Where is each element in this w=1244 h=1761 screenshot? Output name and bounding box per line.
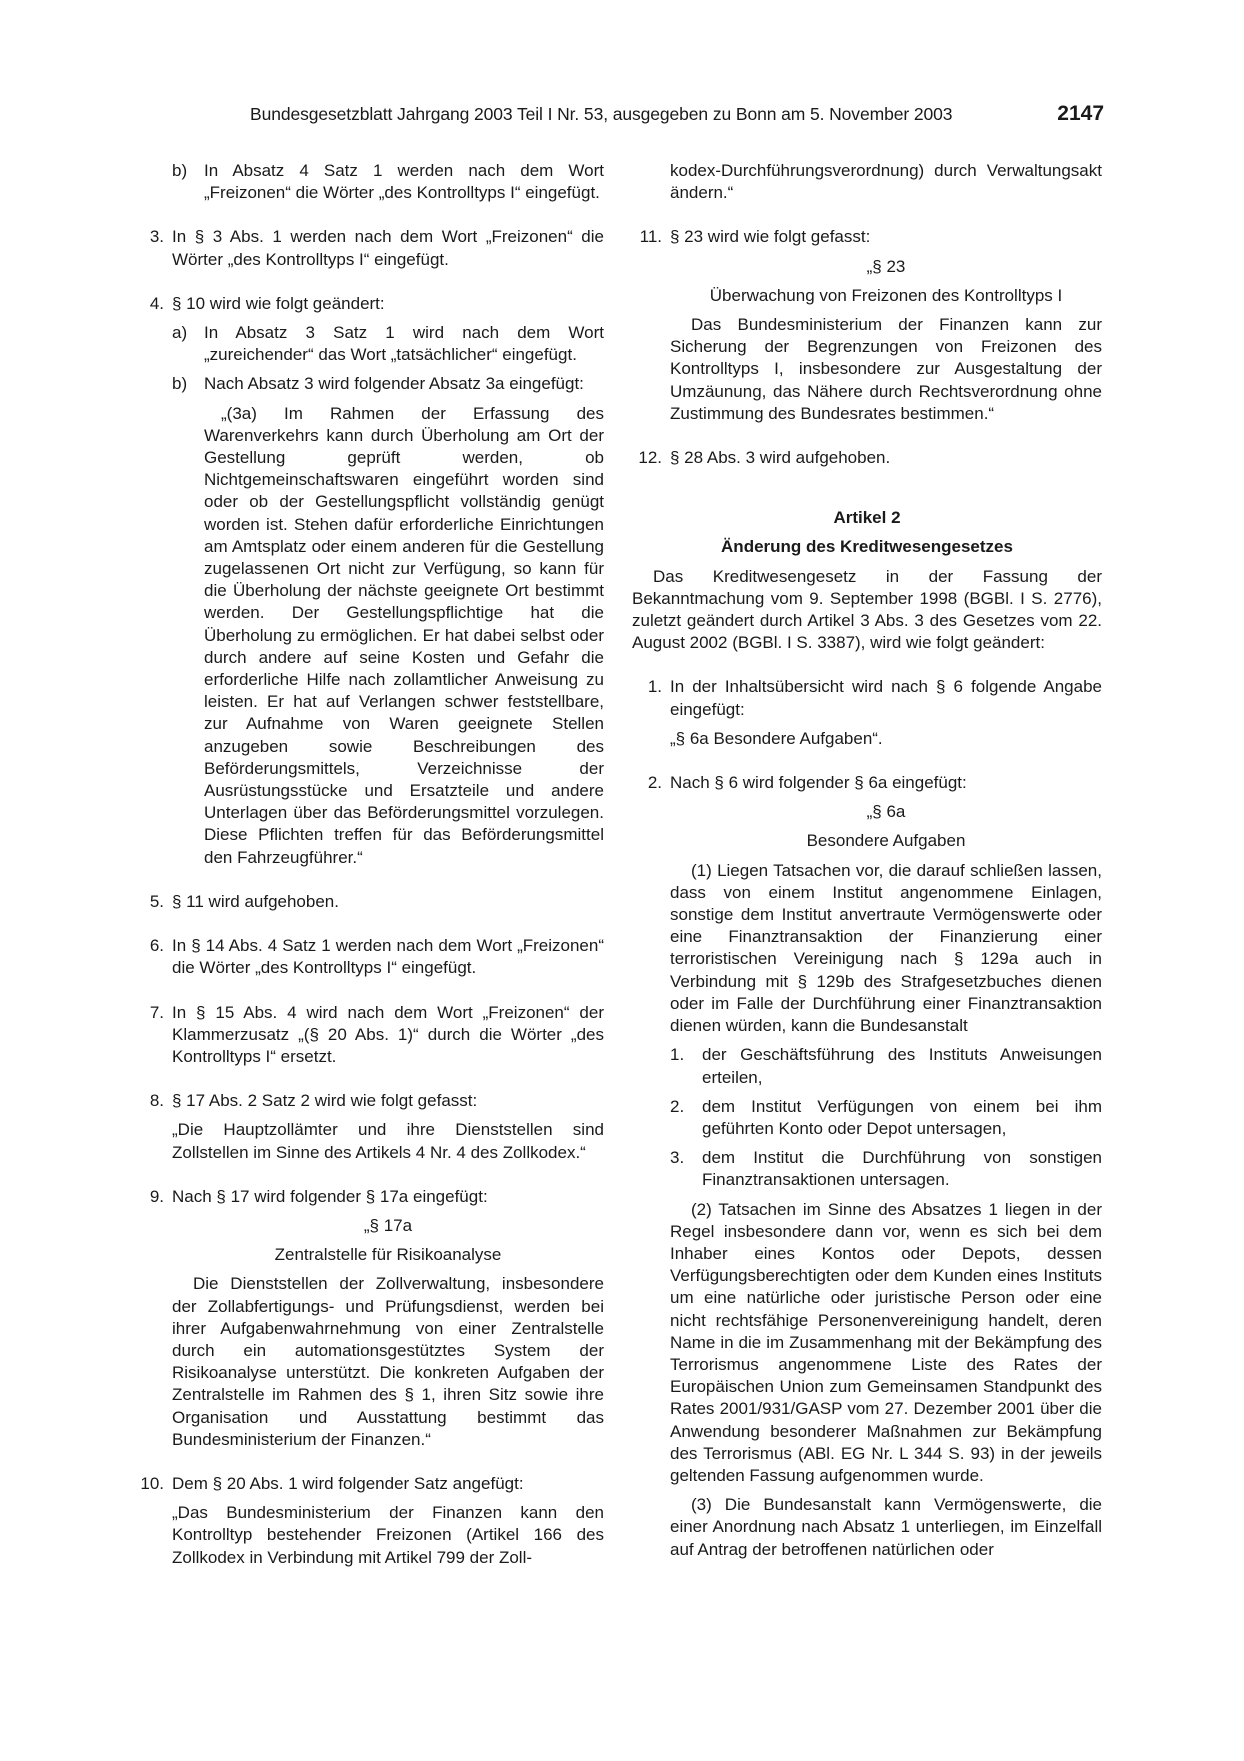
- item-text: § 17 Abs. 2 Satz 2 wird wie folgt gefasst:: [172, 1091, 478, 1111]
- sub-item-b: [172, 160, 604, 204]
- sub-item-b: [172, 373, 604, 868]
- article-item-1: [632, 676, 1102, 750]
- right-column: [632, 160, 1102, 1561]
- item-7: [134, 1002, 604, 1069]
- item-number: 4.: [149, 293, 164, 313]
- item-text: Nach § 6 wird folgender § 6a eingefügt:: [670, 773, 967, 793]
- list-text: dem Institut Verfügungen von einem bei ihm geführten Konto oder Depot untersagen,: [702, 1096, 1102, 1138]
- item-text: In § 3 Abs. 1 werden nach dem Wort „Freizonen“ die Wörter „des Kontrolltyps I“ eingefügt.: [172, 227, 604, 269]
- item-8: [134, 1090, 604, 1164]
- item-text: § 11 wird aufgehoben.: [172, 891, 339, 911]
- article-subtitle: Änderung des Kreditwesengesetzes: [721, 537, 1013, 557]
- paragraph-1: (1) Liegen Tatsachen vor, die darauf schließen lassen, dass von einem Institut angenommene Einlagen, sonstige dem Institut anvertraute Vermögenswerte oder eine Finanztransaktion der Finanzierung einer terroristischen Vereinigung nach § 129a auch in Verbindung mit § 129b des Strafgesetzbuches dienen oder im Falle der Durchführung einer Finanztransaktion dienen würden, kann die Bundesanstalt: [670, 860, 1102, 1036]
- item-text: In § 14 Abs. 4 Satz 1 werden nach dem Wort „Freizonen“ die Wörter „des Kontrolltyps I“ eingefügt.: [172, 936, 604, 978]
- sub-text: In Absatz 3 Satz 1 wird nach dem Wort „zureichender“ das Wort „tatsächlicher“ eingefügt.: [204, 323, 604, 365]
- item-2b: [134, 160, 604, 204]
- item-4: [134, 293, 604, 869]
- item-text: § 23 wird wie folgt gefasst:: [670, 227, 871, 247]
- quoted-paragraph: „Das Bundesministerium der Finanzen kann den Kontrolltyp bestehender Freizonen (Artikel 166 des Zollkodex in Verbindung mit Artikel 799 der Zoll-: [172, 1503, 604, 1567]
- section-body: Die Dienststellen der Zollverwaltung, insbesondere der Zollabfertigungs- und Prüfungsdienst, werden bei ihrer Aufgabenwahrnehmung von einer Zentralstelle durch ein automationsgestütztes System der Risikoanalyse unterstützt. Die konkreten Aufgaben der Zentralstelle im Rahmen des § 1, ihren Sitz sowie ihre Organisation und Ausstattung bestimmt das Bundesministerium der Finanzen.“: [172, 1274, 604, 1449]
- item-text: In der Inhaltsübersicht wird nach § 6 folgende Angabe eingefügt:: [670, 677, 1102, 719]
- sub-label: b): [172, 374, 188, 394]
- item-number: 6.: [149, 936, 164, 956]
- section-number: „§ 6a: [866, 802, 906, 822]
- item-number: 2.: [647, 773, 662, 793]
- item-number: 5.: [149, 891, 164, 911]
- item-10: [134, 1473, 604, 1569]
- sub-label: a): [172, 323, 188, 343]
- item-text: § 10 wird wie folgt geändert:: [172, 293, 385, 313]
- item-text: In § 15 Abs. 4 wird nach dem Wort „Freizonen“ der Klammerzusatz „(§ 20 Abs. 1)“ durch die Wörter „des Kontrolltyps I“ ersetzt.: [172, 1002, 604, 1066]
- sub-item-a: [172, 322, 604, 366]
- item-text: Dem § 20 Abs. 1 wird folgender Satz angefügt:: [172, 1473, 524, 1493]
- list-item-2: [670, 1096, 1102, 1140]
- item-3: [134, 226, 604, 270]
- section-heading: Überwachung von Freizonen des Kontrolltyps I: [709, 285, 1063, 305]
- list-item-1: [670, 1044, 1102, 1088]
- list-text: dem Institut die Durchführung von sonstigen Finanztransaktionen untersagen.: [702, 1148, 1102, 1190]
- item-9: [134, 1186, 604, 1451]
- item-number: 12.: [638, 448, 662, 468]
- section-number: „§ 17a: [363, 1215, 413, 1235]
- continued-text: kodex-Durchführungsverordnung) durch Verwaltungsakt ändern.“: [670, 161, 1102, 203]
- item-number: 11.: [639, 227, 662, 247]
- section-heading: Besondere Aufgaben: [806, 831, 966, 851]
- item-text: Nach § 17 wird folgender § 17a eingefügt:: [172, 1186, 488, 1206]
- list-text: der Geschäftsführung des Instituts Anweisungen erteilen,: [702, 1045, 1102, 1087]
- list-number: 3.: [670, 1148, 685, 1168]
- item-number: 9.: [149, 1186, 164, 1206]
- article-title: Artikel 2: [833, 508, 901, 528]
- gazette-title: Bundesgesetzblatt Jahrgang 2003 Teil I Nr. 53, ausgegeben zu Bonn am 5. November 2003: [250, 104, 953, 124]
- item-5: [134, 891, 604, 913]
- item-number: 1.: [647, 677, 662, 697]
- sub-label: b): [172, 161, 188, 180]
- item-10-continued: [632, 160, 1102, 204]
- quoted-paragraph: „Die Hauptzollämter und ihre Dienststellen sind Zollstellen im Sinne des Artikels 4 Nr. 4 des Zollkodex.“: [172, 1120, 604, 1162]
- sub-text: In Absatz 4 Satz 1 werden nach dem Wort „Freizonen“ die Wörter „des Kontrolltyps I“ eingefügt.: [204, 161, 604, 203]
- quoted-paragraph: „§ 6a Besondere Aufgaben“.: [670, 728, 883, 748]
- page-number: 2147: [1057, 102, 1104, 125]
- item-text: § 28 Abs. 3 wird aufgehoben.: [670, 448, 891, 468]
- list-item-3: [670, 1147, 1102, 1191]
- list-number: 1.: [670, 1045, 685, 1065]
- section-heading: Zentralstelle für Risikoanalyse: [274, 1245, 502, 1265]
- section-number: „§ 23: [866, 256, 906, 276]
- page-header: [250, 102, 1104, 130]
- left-column: [134, 160, 604, 1569]
- quoted-paragraph: „(3a) Im Rahmen der Erfassung des Warenverkehrs kann durch Überholung am Ort der Gestellung geprüft werden, ob Nichtgemeinschaftswaren eingeführt worden sind oder ob der Gestellungspflicht vollständig genügt worden ist. Stehen dafür erforderliche Einrichtungen am Amtsplatz oder einem anderen für die Gestellung zugelassenen Ort nicht zur Verfügung, so kann für die Überholung der nächste geeignete Ort bestimmt werden. Der Gestellungspflichtige hat die Überholung zu ermöglichen. Er hat dabei selbst oder durch andere auf seine Kosten und Gefahr die erforderliche Hilfe nach zollamtlicher Anweisung zu leisten. Er hat auf Verlangen schwer feststellbare, zur Aufnahme von Waren geeignete Stellen anzugeben sowie Beschreibungen des Beförderungsmittels, Verzeichnisse der Ausrüstungsstücke und Ersatzteile und andere Unterlagen über das Beförderungsmittel vorzulegen. Diese Pflichten treffen für das Beförderungsmittel den Fahrzeugführer.“: [204, 403, 604, 867]
- item-number: 10.: [140, 1473, 164, 1493]
- item-number: 3.: [149, 227, 164, 247]
- item-number: 7.: [149, 1002, 164, 1022]
- article-intro: Das Kreditwesengesetz in der Fassung der Bekanntmachung vom 9. September 1998 (BGBl. I S. 2776), zuletzt geändert durch Artikel 3 Abs. 3 des Gesetzes vom 22. August 2002 (BGBl. I S. 3387), wird wie folgt geändert:: [632, 566, 1102, 653]
- paragraph-3: (3) Die Bundesanstalt kann Vermögenswerte, die einer Anordnung nach Absatz 1 unterliegen, im Einzelfall auf Antrag der betroffenen natürlichen oder: [670, 1495, 1102, 1559]
- item-6: [134, 935, 604, 979]
- item-number: 8.: [149, 1091, 164, 1111]
- paragraph-2: (2) Tatsachen im Sinne des Absatzes 1 liegen in der Regel insbesondere dann vor, wenn es sich bei dem Inhaber eines Kontos oder Depots, dessen Verfügungsberechtigten oder dem Kunden eines Instituts um eine natürliche oder juristische Person oder eine nicht rechtsfähige Personenvereinigung handelt, deren Name in die im Zusammenhang mit der Bekämpfung des Terrorismus angenommene Liste des Rates der Europäischen Union zum Gemeinsamen Standpunkt des Rates 2001/931/GASP vom 27. Dezember 2001 über die Anwendung besonderer Maßnahmen zur Bekämpfung des Terrorismus (ABl. EG Nr. L 344 S. 93) in der jeweils geltenden Fassung aufgenommen wurde.: [670, 1199, 1102, 1485]
- list-number: 2.: [670, 1096, 685, 1116]
- item-12: [632, 447, 1102, 469]
- sub-text: Nach Absatz 3 wird folgender Absatz 3a eingefügt:: [204, 374, 584, 394]
- article-item-2: [632, 772, 1102, 1561]
- section-body: Das Bundesministerium der Finanzen kann zur Sicherung der Begrenzungen von Freizonen des Kontrolltyps I, insbesondere zur Ausgestaltung der Umzäunung, das Nähere durch Rechtsverordnung ohne Zustimmung des Bundesrates bestimmen.“: [670, 315, 1102, 423]
- item-11: [632, 226, 1102, 425]
